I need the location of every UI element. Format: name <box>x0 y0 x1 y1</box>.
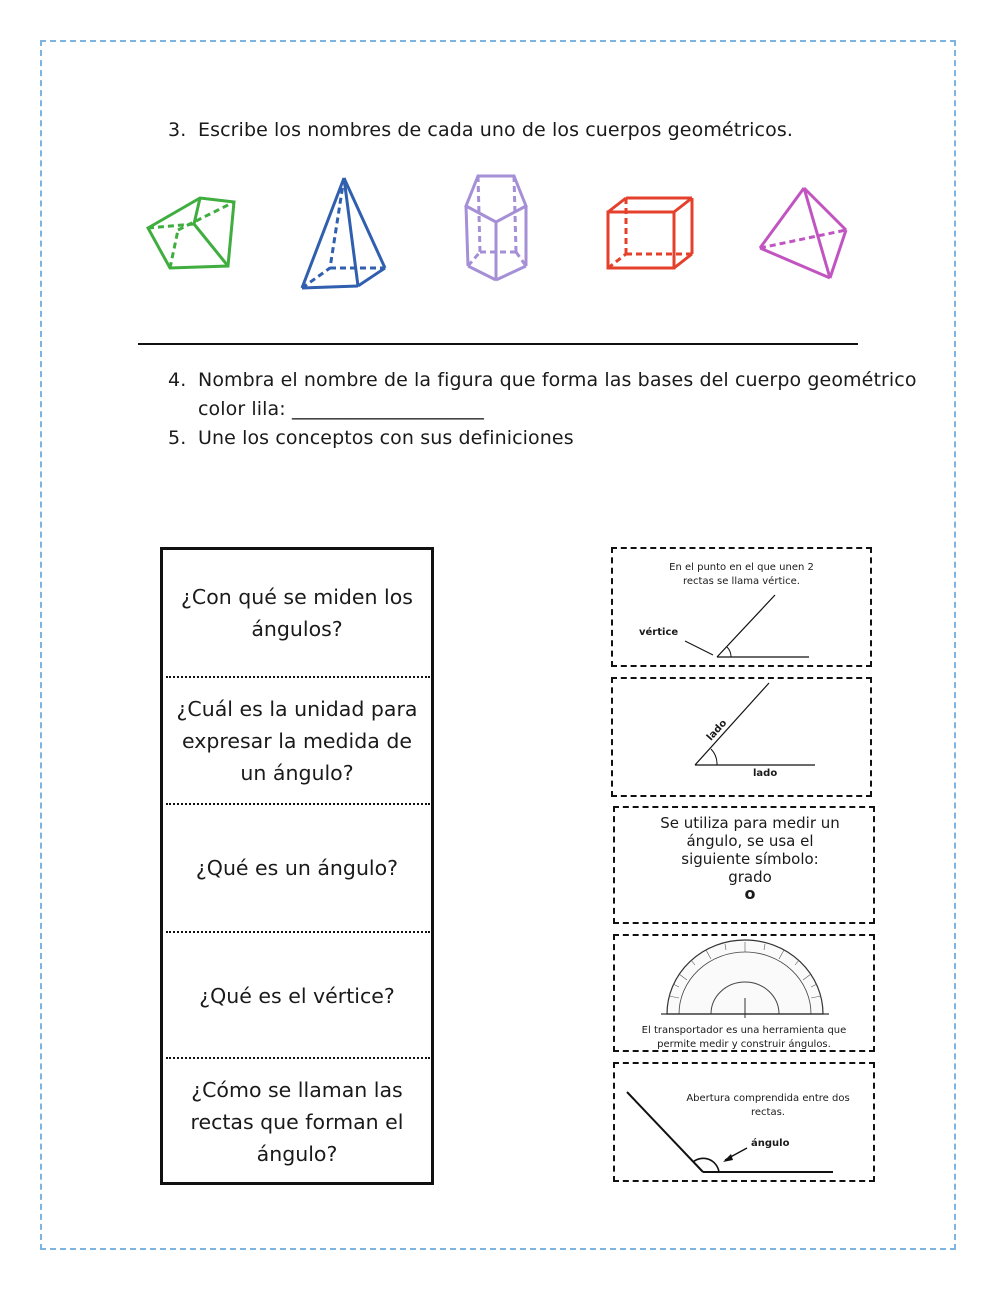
vertex-diagram <box>613 549 870 665</box>
question-4 <box>168 366 917 424</box>
protractor-definition-text: El transportador es una herramienta que permite medir y construir ángulos. <box>641 1025 847 1050</box>
sides-diagram <box>613 679 870 795</box>
answer-line[interactable] <box>138 343 858 345</box>
definition-card-vertex[interactable] <box>611 547 872 667</box>
table-left-border <box>160 547 163 1185</box>
degree-symbol: o <box>744 884 756 903</box>
question-4-line2: color lila: ____________________ <box>198 398 484 420</box>
angle-definition-text: Abertura comprendida entre dos rectas. <box>686 1093 850 1118</box>
question-5-text: Une los conceptos con sus definiciones <box>198 427 574 449</box>
definition-card-angle[interactable] <box>613 1062 875 1182</box>
vertex-label: vértice <box>639 627 679 638</box>
question-3-text: Escribe los nombres de cada uno de los cuerpos geométricos. <box>198 119 793 141</box>
angle-diagram <box>615 1064 873 1180</box>
question-4-number: 4. <box>168 369 187 391</box>
angle-label: ángulo <box>751 1138 790 1149</box>
definition-card-sides[interactable] <box>611 677 872 797</box>
degree-line1: Se utiliza para medir un <box>660 814 840 832</box>
side-label-bottom: lado <box>753 768 778 779</box>
definition-card-degree[interactable] <box>613 806 875 924</box>
question-3 <box>168 116 793 145</box>
question-3-number: 3. <box>168 119 187 141</box>
green-prism-icon <box>148 198 234 268</box>
vertex-definition-text: En el punto en el que unen 2 rectas se llama vértice. <box>669 562 814 587</box>
side-label-slanted: lado <box>704 717 730 744</box>
question-5-number: 5. <box>168 427 187 449</box>
degree-line2: ángulo, se usa el <box>686 832 814 850</box>
lilac-pentagonal-prism-icon <box>466 176 526 280</box>
degree-line4: grado <box>728 868 772 886</box>
degree-line3: siguiente símbolo: <box>681 850 819 868</box>
definition-card-protractor[interactable] <box>613 934 875 1052</box>
purple-tetrahedron-icon <box>760 188 846 278</box>
red-cuboid-icon <box>608 198 692 268</box>
question-4-line1: Nombra el nombre de la figura que forma las bases del cuerpo geométrico <box>198 369 917 391</box>
question-5 <box>168 424 574 453</box>
concepts-table <box>160 547 434 1185</box>
geometric-solids <box>130 170 870 300</box>
concept-4[interactable]: ¿Qué es el vértice? <box>199 984 395 1008</box>
blue-pyramid-icon <box>302 178 385 288</box>
concept-1[interactable]: ¿Con qué se miden los ángulos? <box>181 585 413 641</box>
concept-5[interactable]: ¿Cómo se llaman las rectas que forman el ángulo? <box>190 1078 404 1166</box>
concept-2[interactable]: ¿Cuál es la unidad para expresar la medida de un ángulo? <box>176 697 418 785</box>
concept-3[interactable]: ¿Qué es un ángulo? <box>195 856 399 880</box>
